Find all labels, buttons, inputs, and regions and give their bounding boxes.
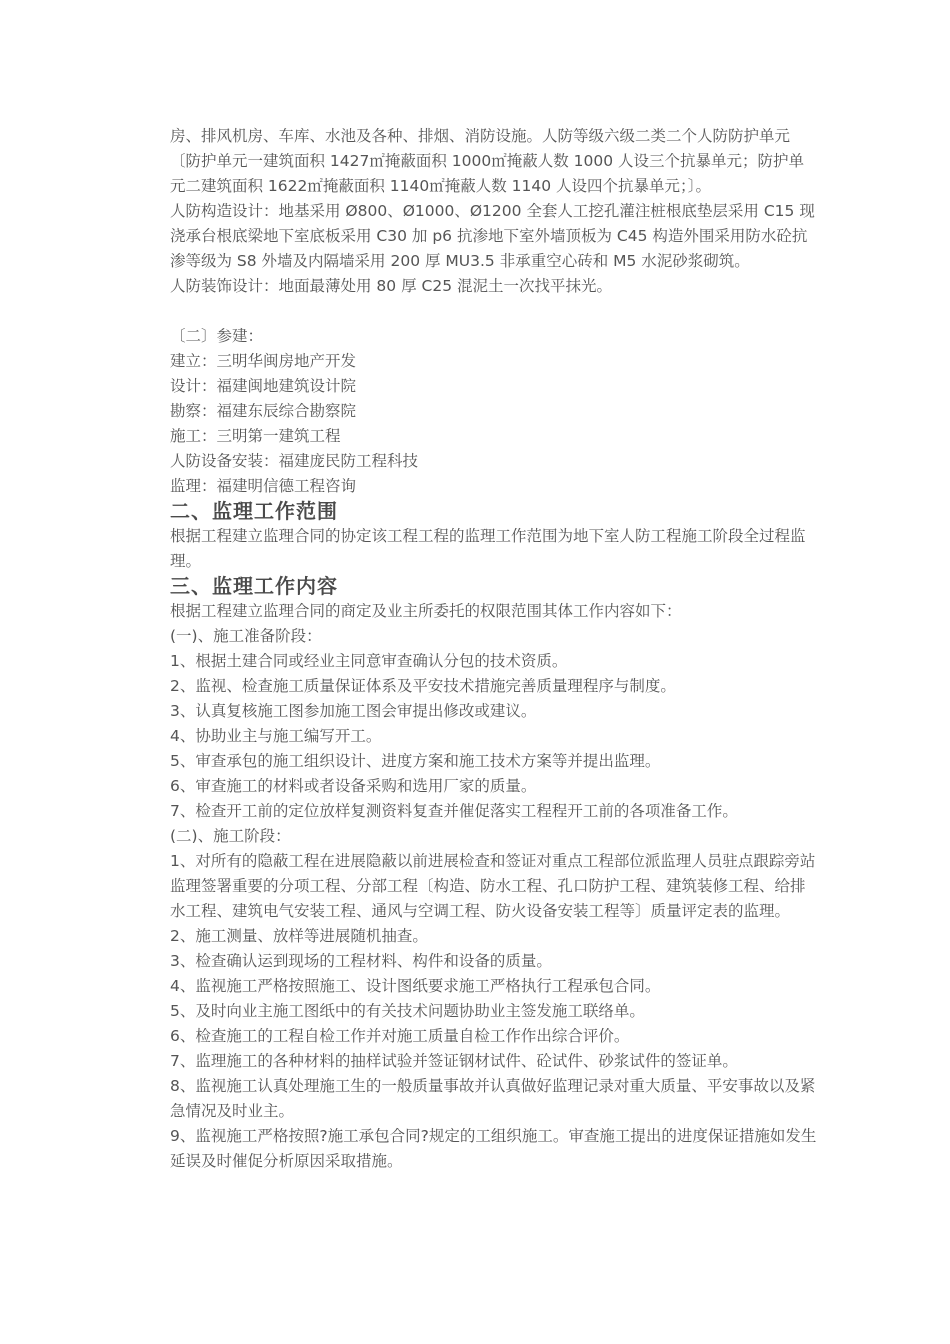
- participant-contractor: 施工：三明第一建筑工程: [170, 427, 341, 445]
- blank-line: [170, 299, 818, 324]
- list-item: 9、监视施工严格按照?施工承包合同?规定的工组织施工。审查施工提出的进度保证措施如发生延误及时催促分析原因采取措施。: [170, 1127, 817, 1170]
- list-item: 3、检查确认运到现场的工程材料、构件和设备的质量。: [170, 952, 552, 970]
- list-item: 2、施工测量、放样等进展随机抽查。: [170, 927, 428, 945]
- participant-equipment-installer: 人防设备安装：福建庞民防工程科技: [170, 452, 419, 470]
- document-page: [170, 124, 818, 1174]
- list-item: 1、根据土建合同或经业主同意审查确认分包的技术资质。: [170, 652, 568, 670]
- phase-1-title: (一)、施工准备阶段：: [170, 627, 322, 645]
- participant-supervisor: 监理：福建明信德工程咨询: [170, 477, 357, 495]
- participants-title: 〔二〕参建：: [170, 327, 264, 345]
- list-item: 6、审查施工的材料或者设备采购和选用厂家的质量。: [170, 777, 537, 795]
- participant-designer: 设计：福建闽地建筑设计院: [170, 377, 357, 395]
- list-item: 6、检查施工的工程自检工作并对施工质量自检工作作出综合评价。: [170, 1027, 630, 1045]
- list-item: 5、审查承包的施工组织设计、进度方案和施工技术方案等并提出监理。: [170, 752, 661, 770]
- list-item: 3、认真复核施工图参加施工图会审提出修改或建议。: [170, 702, 537, 720]
- list-item: 7、检查开工前的定位放样复测资料复查并催促落实工程程开工前的各项准备工作。: [170, 802, 738, 820]
- list-item: 8、监视施工认真处理施工生的一般质量事故并认真做好监理记录对重大质量、平安事故以及紧急情况及时业主。: [170, 1077, 816, 1120]
- phase-2-title: (二)、施工阶段：: [170, 827, 291, 845]
- civil-defense-decoration-paragraph: 人防装饰设计：地面最薄处用 80 厚 C25 混泥土一次找平抹光。: [170, 277, 612, 295]
- participant-builder: 建立：三明华闽房地产开发: [170, 352, 357, 370]
- list-item: 7、监理施工的各种材料的抽样试验并签证钢材试件、砼试件、砂浆试件的签证单。: [170, 1052, 738, 1070]
- project-overview-paragraph: 房、排风机房、车库、水池及各种、排烟、消防设施。人防等级六级二类二个人防防护单元〔防护单元一建筑面积 1427㎡掩蔽面积 1000㎡掩蔽人数 1000 人设三个抗暴单元；防护单元二建筑面积 1622㎡掩蔽面积 1140㎡掩蔽人数 1140 人设四个抗暴单元；〕。: [170, 127, 805, 195]
- list-item: 2、监视、检查施工质量保证体系及平安技术措施完善质量理程序与制度。: [170, 677, 676, 695]
- list-item: 5、及时向业主施工图纸中的有关技术问题协助业主签发施工联络单。: [170, 1002, 645, 1020]
- list-item: 4、监视施工严格按照施工、设计图纸要求施工严格执行工程承包合同。: [170, 977, 661, 995]
- section-2-heading: 二、监理工作范围: [170, 499, 338, 523]
- participant-surveyor: 勘察：福建东辰综合勘察院: [170, 402, 357, 420]
- section-3-intro: 根据工程建立监理合同的商定及业主所委托的权限范围其体工作内容如下：: [170, 602, 682, 620]
- civil-defense-structure-paragraph: 人防构造设计：地基采用 Ø800、Ø1000、Ø1200 全套人工挖孔灌注桩根底垫层采用 C15 现浇承台根底梁地下室底板采用 C30 加 p6 抗渗地下室外墙顶板为 C45 构造外围采用防水砼抗渗等级为 S8 外墙及内隔墙采用 200 厚 MU3.5 非承重空心砖和 M5 水泥砂浆砌筑。: [170, 202, 815, 270]
- list-item: 4、协助业主与施工编写开工。: [170, 727, 382, 745]
- section-2-body: 根据工程建立监理合同的协定该工程工程的监理工作范围为地下室人防工程施工阶段全过程监理。: [170, 527, 806, 570]
- list-item: 1、对所有的隐蔽工程在进展隐蔽以前进展检查和签证对重点工程部位派监理人员驻点跟踪旁站监理签署重要的分项工程、分部工程〔构造、防水工程、孔口防护工程、建筑装修工程、给排水工程、建筑电气安装工程、通风与空调工程、防火设备安装工程等〕质量评定表的监理。: [170, 852, 816, 920]
- section-3-heading: 三、监理工作内容: [170, 574, 338, 598]
